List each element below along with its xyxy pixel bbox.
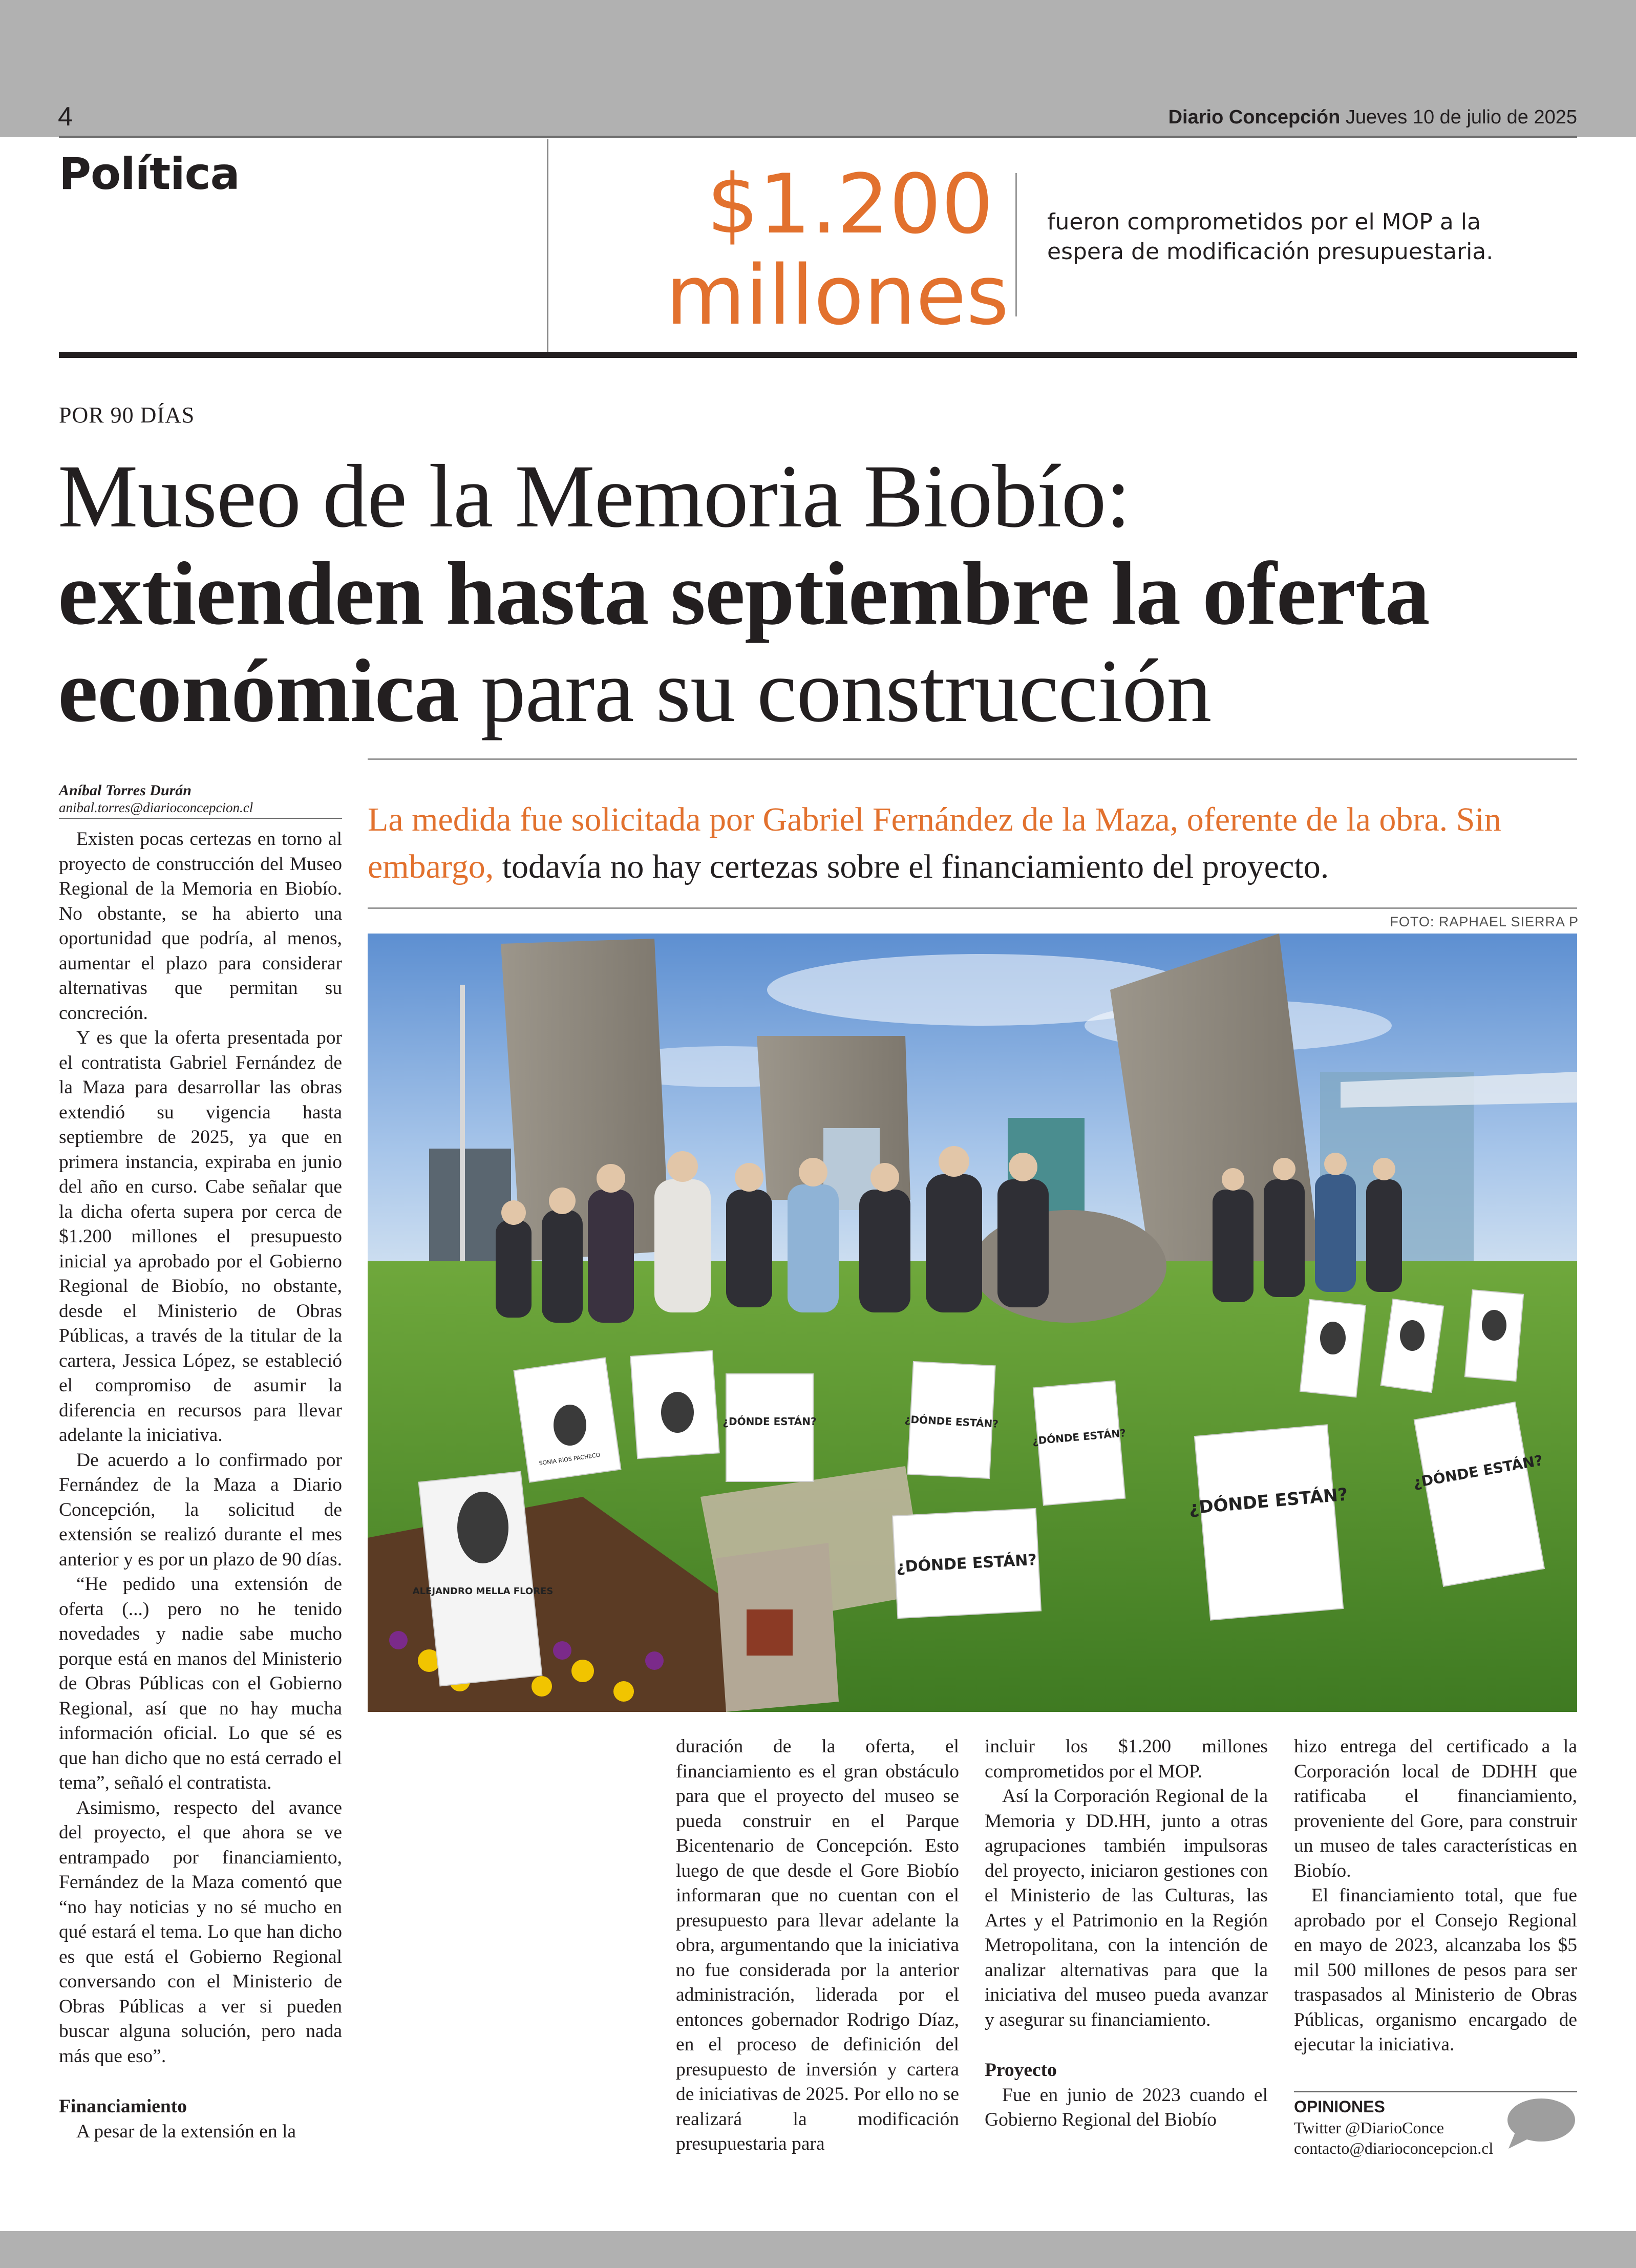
sign-text: ¿DÓNDE ESTÁN? [1188, 1484, 1349, 1519]
headline-line-2: extienden hasta septiembre la oferta [58, 544, 1430, 644]
paragraph: De acuerdo a lo confirmado por Fernández de la Maza a Diario Concepción, la solicitud de extensión se realizó durante el mes anterior y es por un plazo de 90 días. [59, 1449, 342, 1570]
paragraph: A pesar de la extensión en la [76, 2121, 296, 2142]
issue-date: Jueves 10 de julio de 2025 [1345, 107, 1577, 128]
section-title: Política [59, 149, 240, 200]
paragraph: Existen pocas certezas en torno al proyecto de construcción del Museo Regional de la Memoria en Biobío. No obstante, se ha abierto una oportunidad que podría, al menos, aumentar el plazo para considerar alternativas que permitan su concreción. [59, 829, 342, 1024]
sign-text: ¿DÓNDE ESTÁN? [1412, 1452, 1544, 1492]
newspaper-name: Diario Concepción [1168, 107, 1341, 128]
bottom-gray-band [0, 2231, 1636, 2268]
subhead-bottom-rule [368, 907, 1577, 909]
paragraph: El financiamiento total, que fue aprobado por el Consejo Regional en mayo de 2023, alcanzaba los $5 mil 500 millones de pesos para ser traspasados al Ministerio de Obras Públicas, organismo encargado de ejecutar la iniciativa. [1294, 1885, 1577, 2055]
paragraph: Asimismo, respecto del avance del proyecto, el que ahora se ve entrampado por financiamiento, Fernández de la Maza comentó que “no hay noticias y no sé mucho en qué estará el tema. Lo que han dicho es que está el Gobierno Regional conversando con el Ministerio de Obras Públicas a ver si pueden buscar alguna solución, pero nada más que eso”. [59, 1797, 342, 2067]
paragraph: “He pedido una extensión de oferta (...) pero no he tenido novedades y nadie sabe mucho porque está en manos del Ministerio de Obras Públicas con el Gobierno Regional, así que no hay mucha información oficial. Lo que sé es que han dicho que no está cerrado el tema”, señaló el contratista. [59, 1574, 342, 1793]
sign-text: ¿DÓNDE ESTÁN? [896, 1551, 1037, 1577]
article-photo [368, 934, 1577, 1712]
sign-text: ¿DÓNDE ESTÁN? [723, 1415, 817, 1428]
header-thick-rule [59, 352, 1577, 358]
paragraph: hizo entrega del certificado a la Corporación local de DDHH que ratificaba el financiamiento, proveniente del Gore, para construir un museo de tales características en Biobío. [1294, 1736, 1577, 1881]
subhead-top-rule [368, 758, 1577, 760]
headline-line-3-rest: para su construcción [458, 641, 1212, 741]
author-email: anibal.torres@diarioconcepcion.cl [59, 800, 253, 815]
article-column-4 [1294, 1734, 1577, 2058]
section-subtitle: Financiamiento [59, 2096, 187, 2117]
portrait-caption: ALEJANDRO MELLA FLORES [412, 1586, 554, 1597]
sign-text: ¿DÓNDE ESTÁN? [1032, 1427, 1127, 1447]
author-name: Aníbal Torres Durán [59, 782, 192, 799]
highlight-divider [1015, 173, 1017, 316]
opinions-title: OPINIONES [1294, 2097, 1385, 2116]
kicker: POR 90 DÍAS [59, 402, 195, 428]
article-column-3 [985, 1734, 1268, 2133]
author-rule [59, 818, 342, 819]
highlight-text: fueron comprometidos por el MOP a la espera de modificación presupuestaria. [1047, 209, 1494, 265]
article-column-1 [59, 827, 342, 2144]
opinions-rule [1294, 2091, 1577, 2092]
photo-credit: FOTO: RAPHAEL SIERRA P [1390, 914, 1579, 929]
subhead-highlight: La medida fue solicitada por Gabriel Fernández de la Maza, oferente de la obra. Sin embargo, [368, 801, 1501, 885]
paragraph: Fue en junio de 2023 cuando el Gobierno Regional del Biobío [985, 2084, 1268, 2130]
memorial-photo [368, 934, 1577, 1712]
paragraph: Así la Corporación Regional de la Memoria y DD.HH, junto a otras agrupaciones también impulsoras del proyecto, iniciaron gestiones con el Ministerio de las Culturas, las Artes y el Patrimonio en la Región Metropolitana, con la intención de analizar alternativas para que la iniciativa del museo pueda avanzar y asegurar su financiamiento. [985, 1786, 1268, 2030]
speech-bubble-icon [1504, 2095, 1576, 2152]
highlight-figure [666, 156, 1009, 343]
paragraph: incluir los $1.200 millones comprometidos por el MOP. [985, 1736, 1268, 1782]
header-rule [59, 136, 1577, 138]
opinions-twitter: Twitter @DiarioConce [1294, 2118, 1444, 2137]
sign-text: ¿DÓNDE ESTÁN? [904, 1413, 999, 1430]
subhead [368, 796, 1581, 891]
article-column-2 [676, 1734, 959, 2157]
highlight-figure-unit: millones [666, 247, 1009, 343]
headline-line-1: Museo de la Memoria Biobío: [58, 447, 1131, 546]
headline [58, 448, 1594, 740]
masthead [1168, 107, 1577, 129]
portrait-caption-2: SONIA RÍOS PACHECO [538, 1451, 601, 1467]
section-subtitle: Proyecto [985, 2060, 1057, 2081]
headline-line-3-bold: económica [58, 641, 459, 741]
header-divider [547, 139, 548, 352]
opinions-contact: contacto@diarioconcepcion.cl [1294, 2139, 1494, 2157]
page-number: 4 [58, 102, 73, 132]
headline-line-3 [58, 643, 1594, 740]
highlight-figure-amount: $1.200 [707, 156, 993, 252]
paragraph: duración de la oferta, el financiamiento es el gran obstáculo para que el proyecto del museo se pueda construir en el Parque Bicentenario de Concepción. Esto luego de que desde el Gore Biobío informaran que no cuentan con el presupuesto para llevar adelante la obra, argumentando que la iniciativa no fue considerada por la anterior administración, liderada por el entonces gobernador Rodrigo Díaz, en el proceso de definición del presupuesto de inversión y cartera de iniciativas de 2025. Por ello no se realizará la modificación presupuestaria para [676, 1736, 959, 2154]
paragraph: Y es que la oferta presentada por el contratista Gabriel Fernández de la Maza para desarrollar las obras extendió su vigencia hasta septiembre de 2025, ya que en primera instancia, expiraba en junio del año en curso. Cabe señalar que la dicha oferta supera por cerca de $1.200 millones el presupuesto inicial ya aprobado por el Gobierno Regional de Biobío, no obstante, desde el Ministerio de Obras Públicas, a través de la titular de la cartera, Jessica López, se estableció el compromiso de asumir la diferencia en recursos para llevar adelante la iniciativa. [59, 1027, 342, 1446]
subhead-rest: todavía no hay certezas sobre el financiamiento del proyecto. [494, 848, 1329, 885]
